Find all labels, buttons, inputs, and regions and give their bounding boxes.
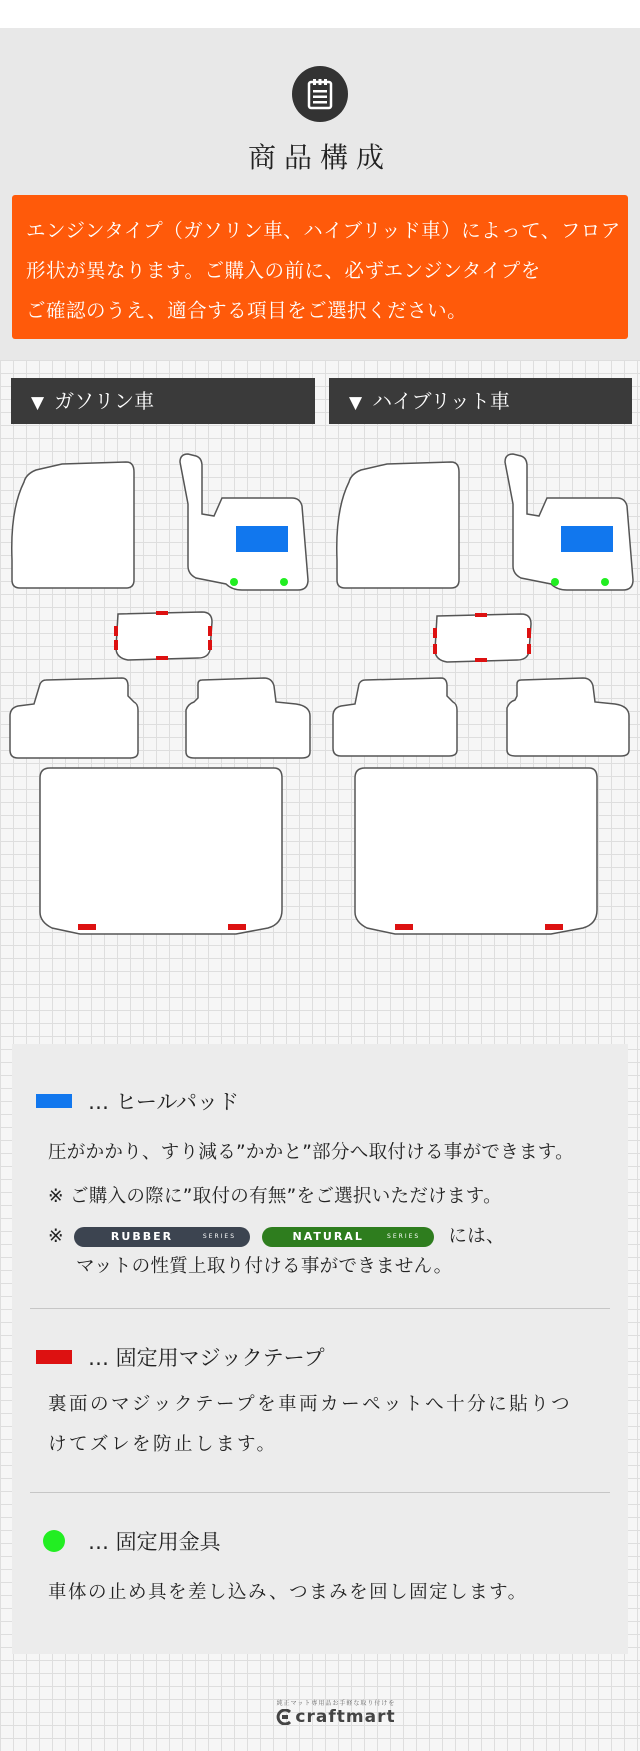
passenger-front-mat xyxy=(337,462,459,588)
gasoline-mat-set xyxy=(10,454,310,934)
hybrid-label: ハイブリット車 xyxy=(372,389,510,413)
heel-pad xyxy=(561,526,613,552)
notice-line-3: ご確認のうえ、適合する項目をご選択ください。 xyxy=(26,299,468,322)
legend-panel xyxy=(12,1044,628,1654)
divider xyxy=(30,1492,610,1493)
fixture-hook xyxy=(280,578,288,586)
heel-pad xyxy=(236,526,288,552)
craftmart-mark-icon xyxy=(276,1709,292,1725)
divider xyxy=(30,1308,610,1309)
fixture-swatch xyxy=(43,1530,65,1552)
natural-series-badge: NATURAL SERIES xyxy=(262,1227,434,1247)
magic-tape xyxy=(475,613,487,617)
hybrid-mat-set xyxy=(333,454,633,934)
rear-right-mat xyxy=(507,678,629,756)
rear-left-mat xyxy=(10,678,138,758)
magic-tape xyxy=(527,644,531,654)
rear-left-mat xyxy=(333,678,457,756)
notepad-icon xyxy=(292,66,348,122)
passenger-front-mat xyxy=(12,462,134,588)
magic-tape xyxy=(78,924,96,930)
heel-pad-note-1: ※ ご購入の際に”取付の有無”をご選択いただけます。 xyxy=(48,1186,502,1207)
rear-right-mat xyxy=(186,678,310,758)
heel-pad-swatch xyxy=(36,1094,72,1108)
magic-tape xyxy=(208,626,212,636)
magic-tape-description-line-1: 裏面のマジックテープを車両カーペットへ十分に貼りつ xyxy=(48,1394,573,1415)
tunnel-mat xyxy=(435,614,531,662)
magic-tape xyxy=(156,611,168,615)
cargo-mat xyxy=(40,768,282,934)
gasoline-header xyxy=(11,378,315,424)
fixture-hook xyxy=(230,578,238,586)
magic-tape xyxy=(433,628,437,638)
engine-type-notice xyxy=(12,195,628,339)
top-band xyxy=(0,0,640,28)
triangle-down-icon: ▼ xyxy=(349,393,363,413)
cargo-mat xyxy=(355,768,597,934)
heel-pad-note-2-line-2: マットの性質上取り付ける事ができません。 xyxy=(76,1256,453,1277)
fixture-hook xyxy=(601,578,609,586)
triangle-down-icon: ▼ xyxy=(31,393,45,413)
rubber-series-badge: RUBBER SERIES xyxy=(74,1227,250,1247)
magic-tape xyxy=(208,640,212,650)
magic-tape xyxy=(433,644,437,654)
notice-line-1: エンジンタイプ（ガソリン車、ハイブリッド車）によって、フロア xyxy=(26,219,621,242)
magic-tape xyxy=(475,658,487,662)
floor-mat-diagram xyxy=(0,440,640,1010)
magic-tape-swatch xyxy=(36,1350,72,1364)
magic-tape xyxy=(395,924,413,930)
tunnel-mat xyxy=(116,612,212,660)
page-title: 商品構成 xyxy=(247,141,392,174)
fixture-description: 車体の止め具を差し込み、つまみを回し固定します。 xyxy=(48,1582,528,1603)
notice-line-2: 形状が異なります。ご購入の前に、必ずエンジンタイプを xyxy=(26,259,541,282)
fixture-legend-title: … 固定用金具 xyxy=(36,1526,221,1556)
magic-tape xyxy=(114,640,118,650)
magic-tape-description-line-2: けてズレを防止します。 xyxy=(48,1434,278,1455)
magic-tape xyxy=(545,924,563,930)
magic-tape xyxy=(156,656,168,660)
heel-pad-description: 圧がかかり、すり減る”かかと”部分へ取付ける事ができます。 xyxy=(48,1142,574,1163)
driver-front-mat xyxy=(180,454,308,590)
gasoline-label: ガソリン車 xyxy=(54,389,155,413)
heel-pad-note-2: ※ RUBBER SERIES NATURAL SERIES には、 xyxy=(48,1226,505,1247)
magic-tape-legend-title: … 固定用マジックテープ xyxy=(36,1342,325,1372)
magic-tape xyxy=(527,628,531,638)
fixture-hook xyxy=(551,578,559,586)
magic-tape xyxy=(114,626,118,636)
driver-front-mat xyxy=(505,454,633,590)
heel-pad-legend-title: … ヒールパッド xyxy=(36,1086,239,1116)
hybrid-header xyxy=(329,378,632,424)
craftmart-logo: 純正マット専用品お手軽な取り付けを craftmart xyxy=(276,1700,396,1727)
magic-tape xyxy=(228,924,246,930)
